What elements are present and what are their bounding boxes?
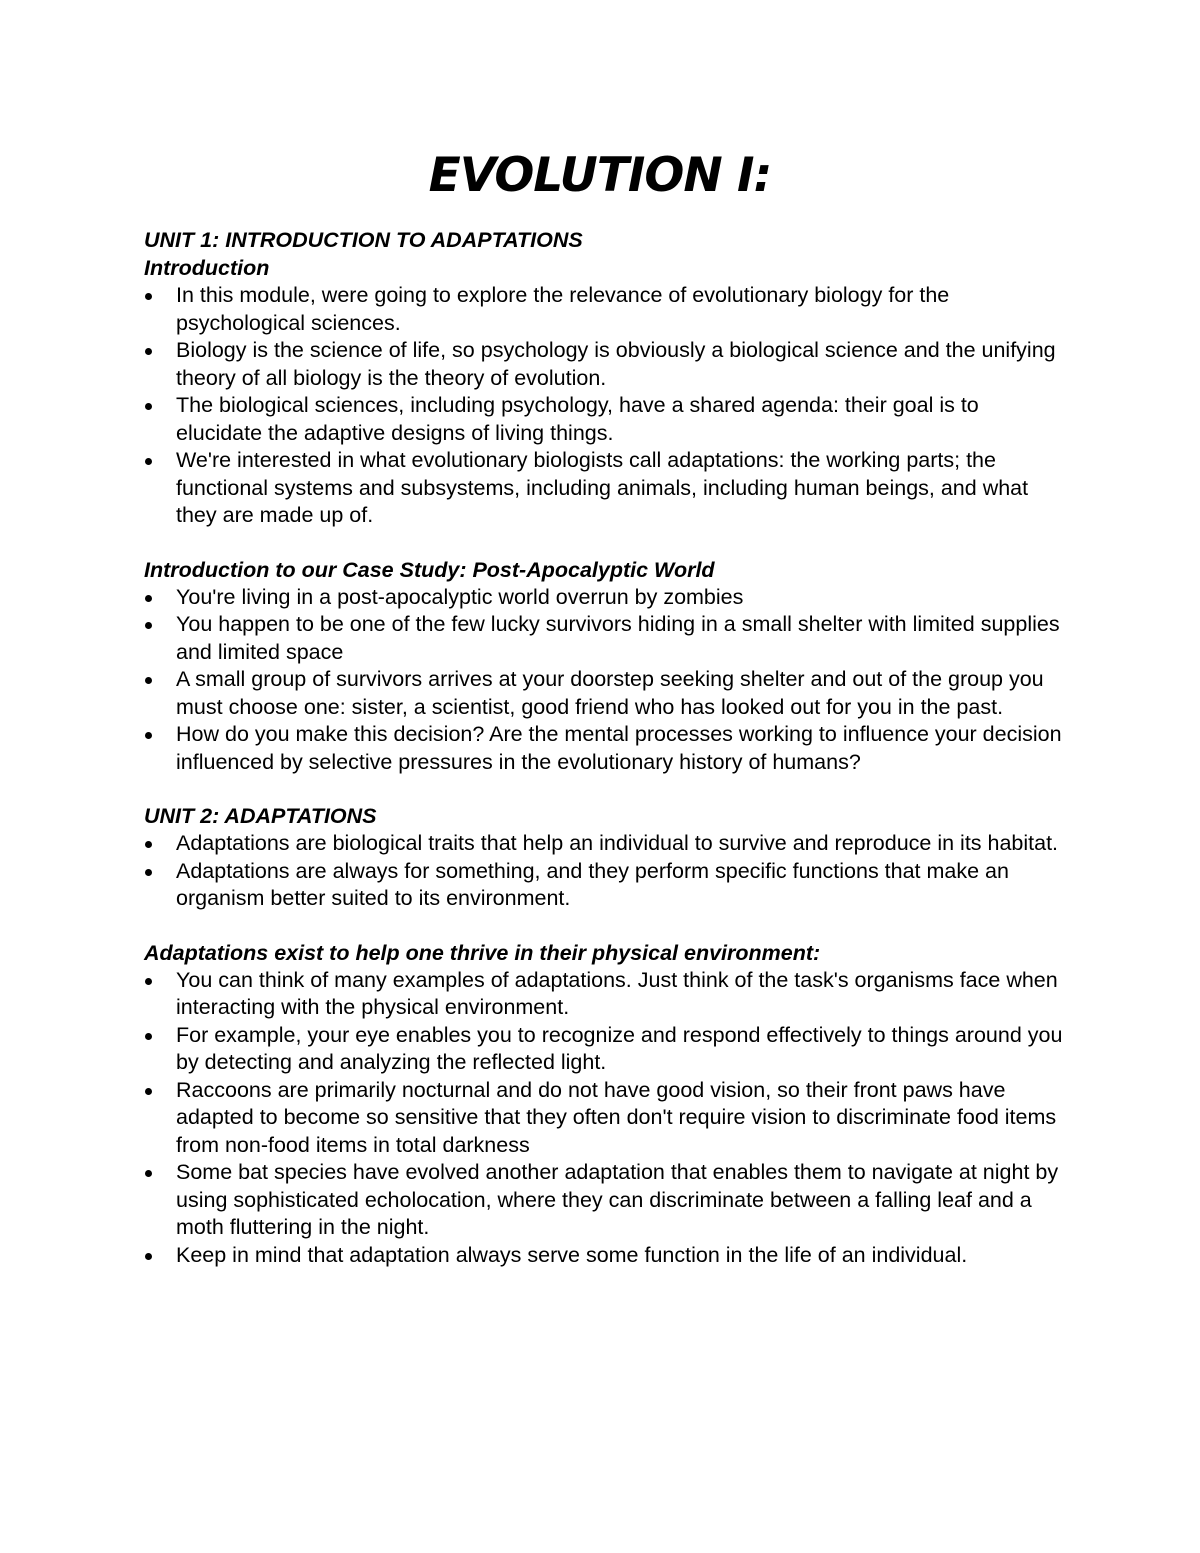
list-item [144, 1077, 1064, 1160]
bullet-icon [145, 458, 152, 465]
list-item [144, 858, 1064, 913]
list-item [144, 666, 1064, 721]
bullet-icon [145, 1170, 152, 1177]
list-item [144, 1022, 1064, 1077]
unit-heading: UNIT 2: ADAPTATIONS [144, 804, 377, 828]
section-gap [144, 530, 1064, 556]
bullet-list [144, 830, 1064, 913]
list-item [144, 721, 1064, 776]
list-item [144, 611, 1064, 666]
bullet-icon [145, 677, 152, 684]
bullet-list [144, 584, 1064, 777]
list-item-text: In this module, were going to explore the relevance of evolutionary biology for the psychological sciences. [176, 283, 950, 335]
list-item [144, 967, 1064, 1022]
list-item [144, 447, 1064, 530]
bullet-icon [145, 1033, 152, 1040]
list-item-text: Adaptations are always for something, and they perform specific functions that make an organism better suited to its environment. [176, 858, 1009, 910]
section-gap [144, 776, 1064, 802]
list-item [144, 1242, 1064, 1270]
list-item-text: How do you make this decision? Are the mental processes working to influence your decision influenced by selective pressures in the evolutionary history of humans? [176, 722, 1062, 774]
list-item-text: Biology is the science of life, so psychology is obviously a biological science and the unifying theory of all biology is the theory of evolution. [176, 338, 1056, 390]
document-title: EVOLUTION I: [428, 148, 772, 203]
section-case-study [144, 556, 1064, 777]
section-unit-2 [144, 802, 1064, 913]
list-item-text: Raccoons are primarily nocturnal and do not have good vision, so their front paws have adapted to become so sensitive that they often don't require vision to discriminate food items from non-food items in total darkness [176, 1077, 1057, 1157]
section-unit-1 [144, 226, 1064, 530]
list-item-text: You can think of many examples of adaptations. Just think of the task's organisms face when interacting with the physical environment. [176, 967, 1058, 1019]
bullet-icon [145, 595, 152, 602]
bullet-icon [145, 841, 152, 848]
list-item-text: We're interested in what evolutionary biologists call adaptations: the working parts; the functional systems and subsystems, including animals, including human beings, and what they are made up of. [176, 448, 1029, 527]
bullet-icon [145, 403, 152, 410]
list-item-text: The biological sciences, including psychology, have a shared agenda: their goal is to elucidate the adaptive designs of living things. [176, 393, 979, 445]
list-item [144, 392, 1064, 447]
bullet-icon [145, 622, 152, 629]
list-item-text: Keep in mind that adaptation always serve some function in the life of an individual. [176, 1242, 968, 1267]
section-physical-environment [144, 939, 1064, 1270]
bullet-icon [145, 1253, 152, 1260]
bullet-icon [145, 869, 152, 876]
section-subheading: Introduction to our Case Study: Post-Apocalyptic World [144, 557, 715, 582]
list-item [144, 830, 1064, 858]
list-item-text: You happen to be one of the few lucky survivors hiding in a small shelter with limited supplies and limited space [176, 612, 1060, 664]
bullet-icon [145, 1088, 152, 1095]
section-gap [144, 913, 1064, 939]
bullet-icon [145, 978, 152, 985]
bullet-icon [145, 348, 152, 355]
list-item-text: Some bat species have evolved another adaptation that enables them to navigate at night by using sophisticated echolocation, where they can discriminate between a falling leaf and a moth fluttering in the night. [176, 1160, 1059, 1239]
bullet-icon [145, 293, 152, 300]
list-item-text: You're living in a post-apocalyptic world overrun by zombies [176, 584, 744, 609]
list-item [144, 282, 1064, 337]
list-item-text: For example, your eye enables you to recognize and respond effectively to things around you by detecting and analyzing the reflected light. [176, 1022, 1063, 1074]
bullet-list [144, 282, 1064, 530]
document-body [144, 226, 1064, 1269]
list-item [144, 337, 1064, 392]
bullet-icon [145, 732, 152, 739]
list-item-text: Adaptations are biological traits that help an individual to survive and reproduce in its habitat. [176, 831, 1059, 855]
section-subheading: Introduction [144, 256, 270, 280]
list-item-text: A small group of survivors arrives at your doorstep seeking shelter and out of the group you must choose one: sister, a scientist, good friend who has looked out for you in the past. [176, 667, 1044, 719]
list-item [144, 584, 1064, 612]
list-item [144, 1159, 1064, 1242]
bullet-list [144, 967, 1064, 1270]
unit-heading: UNIT 1: INTRODUCTION TO ADAPTATIONS [144, 228, 583, 252]
section-subheading: Adaptations exist to help one thrive in their physical environment: [144, 940, 821, 965]
